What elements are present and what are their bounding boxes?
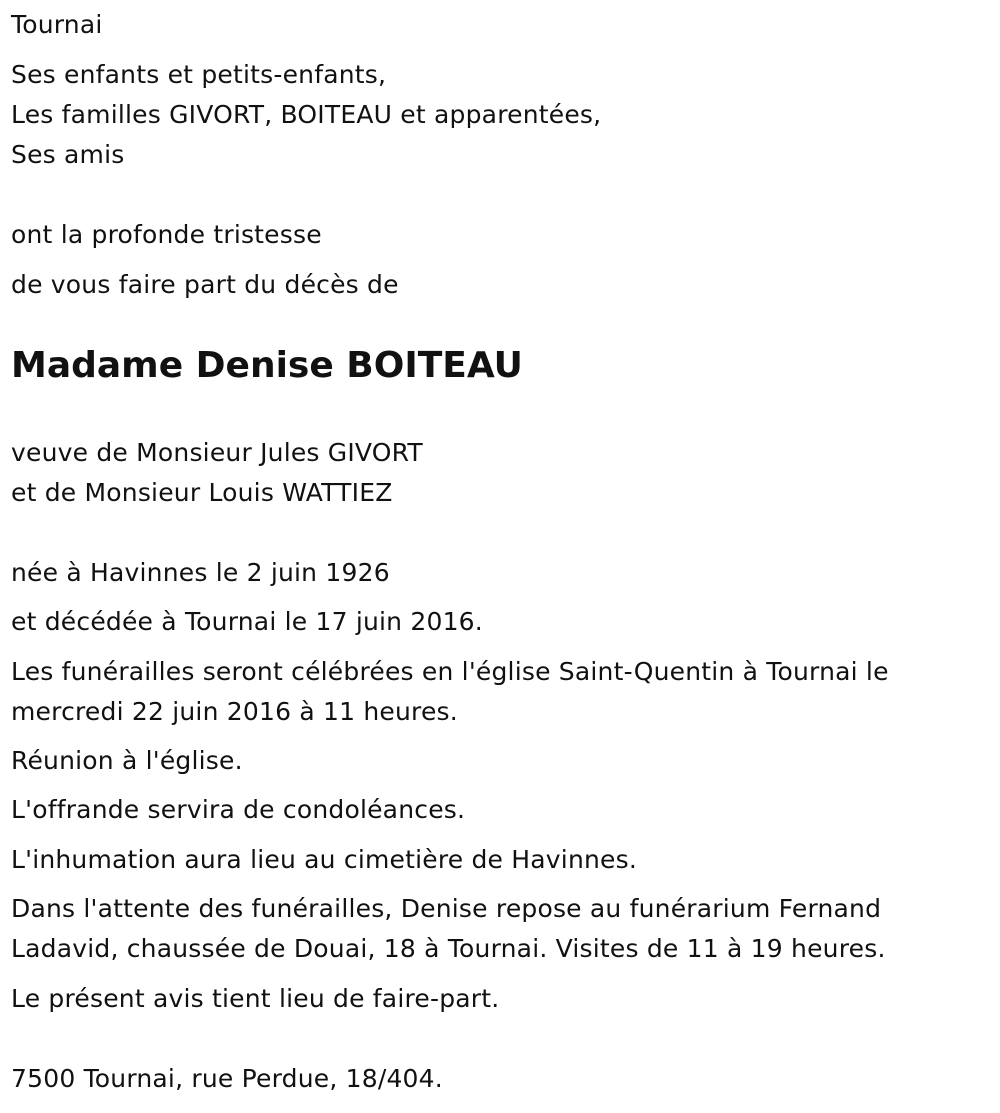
rest-line-1: Dans l'attente des funérailles, Denise repose au funérarium Fernand (11, 894, 882, 923)
notice-line: Le présent avis tient lieu de faire-part. (11, 984, 500, 1013)
birth-line: née à Havinnes le 2 juin 1926 (11, 558, 390, 587)
widow-line-1: veuve de Monsieur Jules GIVORT (11, 438, 423, 467)
death-line: et décédée à Tournai le 17 juin 2016. (11, 607, 483, 636)
deceased-name: Madame Denise BOITEAU (11, 345, 523, 386)
widow-line-2: et de Monsieur Louis WATTIEZ (11, 478, 393, 507)
address-line: 7500 Tournai, rue Perdue, 18/404. (11, 1064, 443, 1093)
funeral-line-1: Les funérailles seront célébrées en l'église Saint-Quentin à Tournai le (11, 657, 889, 686)
family-line-2: Les familles GIVORT, BOITEAU et apparentées, (11, 100, 602, 129)
offering-line: L'offrande servira de condoléances. (11, 795, 466, 824)
family-line-1: Ses enfants et petits-enfants, (11, 60, 387, 89)
family-line-3: Ses amis (11, 140, 125, 169)
meeting-line: Réunion à l'église. (11, 746, 243, 775)
funeral-line-2: mercredi 22 juin 2016 à 11 heures. (11, 697, 458, 726)
city-heading: Tournai (11, 10, 103, 39)
announcement-line-2: de vous faire part du décès de (11, 270, 399, 299)
rest-line-2: Ladavid, chaussée de Douai, 18 à Tournai. Visites de 11 à 19 heures. (11, 934, 886, 963)
announcement-line-1: ont la profonde tristesse (11, 220, 322, 249)
burial-line: L'inhumation aura lieu au cimetière de Havinnes. (11, 845, 637, 874)
